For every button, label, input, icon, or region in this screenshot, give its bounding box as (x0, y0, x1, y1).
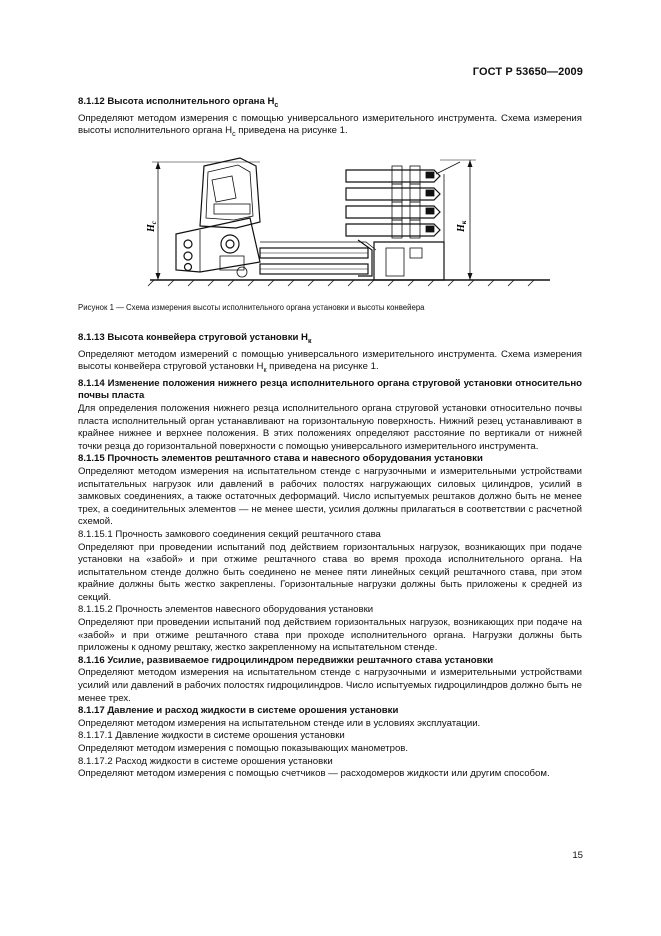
section-8-1-12-paragraph: Определяют методом измерения с помощью универсального измерительного инструмента. Схема измерения высоты исполнительного органа $H_с$ приведена на рисунке 1. (78, 112, 582, 138)
label-hc: $H_с$ (146, 220, 158, 232)
section-8-1-15-1-paragraph: Определяют при проведении испытаний под действием горизонтальных нагрузок, возникающих при подаче установки на «забой» и при отжиме рештачного става во время прохода исполнительного органа. На испытательном стенде должно быть соединено не менее пяти линейных секций рештачного става, при этом крайние должны быть жестко закреплены. Горизонтальные нагрузки должны быть приложены к средней из секций. (78, 541, 582, 603)
page-number: 15 (572, 850, 583, 861)
section-8-1-17-2-paragraph: Определяют методом измерения с помощью счетчиков — расходомеров жидкости или другим способом. (78, 768, 550, 780)
section-8-1-17-1-title: 8.1.17.1 Давление жидкости в системе орошения установки (78, 730, 345, 742)
section-8-1-13-title: 8.1.13 Высота конвейера струговой установки $H_к$ (78, 332, 312, 346)
section-8-1-15-1-title: 8.1.15.1 Прочность замкового соединения секций рештачного става (78, 528, 381, 540)
section-8-1-13-paragraph: Определяют методом измерений с помощью универсального измерительного инструмента. Схема измерения высоты конвейера струговой установки $H_к$ приведена на рисунке 1. (78, 348, 582, 375)
section-8-1-16-title: 8.1.16 Усилие, развиваемое гидроцилиндром передвижки рештачного става установки (78, 654, 494, 666)
section-8-1-17-1-paragraph: Определяют методом измерения с помощью показывающих манометров. (78, 743, 409, 754)
figure-1 (78, 152, 582, 294)
section-8-1-16-paragraph: Определяют методом измерения на испытательном стенде с нагрузочными и измерительными устройствами усилий или давлений в рабочих полостях гидроцилиндров. Число испытуемых гидроцилиндров должно быть не менее трех. (78, 667, 582, 704)
label-hk: $H_к$ (456, 220, 468, 232)
section-8-1-14-paragraph: Для определения положения нижнего резца исполнительного органа струговой установки относительно почвы пласта исполнительный орган устанавливают на горизонтальную поверхность. Нижний резец устанавливают в крайнее нижнее и верхнее положения. В этих положениях определяют расстояние по вертикали от нижней точки резца до горизонтальной поверхности с помощью универсального измерительного инструмента. (78, 402, 582, 452)
section-8-1-17-paragraph: Определяют методом измерения на испытательном стенде или в условиях эксплуатации. (78, 717, 481, 729)
section-8-1-17-2-title: 8.1.17.2 Расход жидкости в системе орошения установки (78, 755, 333, 767)
document-body (78, 96, 582, 781)
figure-1-drawing (140, 152, 560, 292)
section-8-1-14-title: 8.1.14 Изменение положения нижнего резца исполнительного органа струговой установки относительно почвы пласта (78, 377, 582, 402)
section-8-1-17-title: 8.1.17 Давление и расход жидкости в системе орошения установки (78, 705, 399, 717)
standard-code: ГОСТ Р 53650—2009 (472, 66, 583, 78)
section-8-1-15-2-paragraph: Определяют при проведении испытаний под действием горизонтальных нагрузок, возникающих при подаче на «забой» и при отжиме рештачного става при проходе исполнительного органа. Нагрузки должны быть приложены к одному рештаку, жестко закрепленному на испытательном стенде. (78, 617, 582, 654)
section-8-1-12-title: 8.1.12 Высота исполнительного органа $H_с$ (78, 96, 279, 109)
section-8-1-15-title: 8.1.15 Прочность элементов рештачного става и навесного оборудования установки (78, 453, 483, 465)
section-8-1-15-2-title: 8.1.15.2 Прочность элементов навесного оборудования установки (78, 604, 374, 616)
section-8-1-15-paragraph: Определяют методом измерения на испытательном стенде с нагрузочными и измерительными устройствами испытательных нагрузок или давлений в рабочих полостях нагружающих силовых цилиндров, усилий в замковых соединениях, а также остаточных деформаций. Число испытуемых рештаков должно быть не менее трех, а соединительных элементов — не менее шести, усилия должны прилагаться в соответствии с расчетной схемой. (78, 465, 582, 528)
figure-1-caption: Рисунок 1 — Схема измерения высоты исполнительного органа установки и высоты конвейера (78, 302, 425, 312)
